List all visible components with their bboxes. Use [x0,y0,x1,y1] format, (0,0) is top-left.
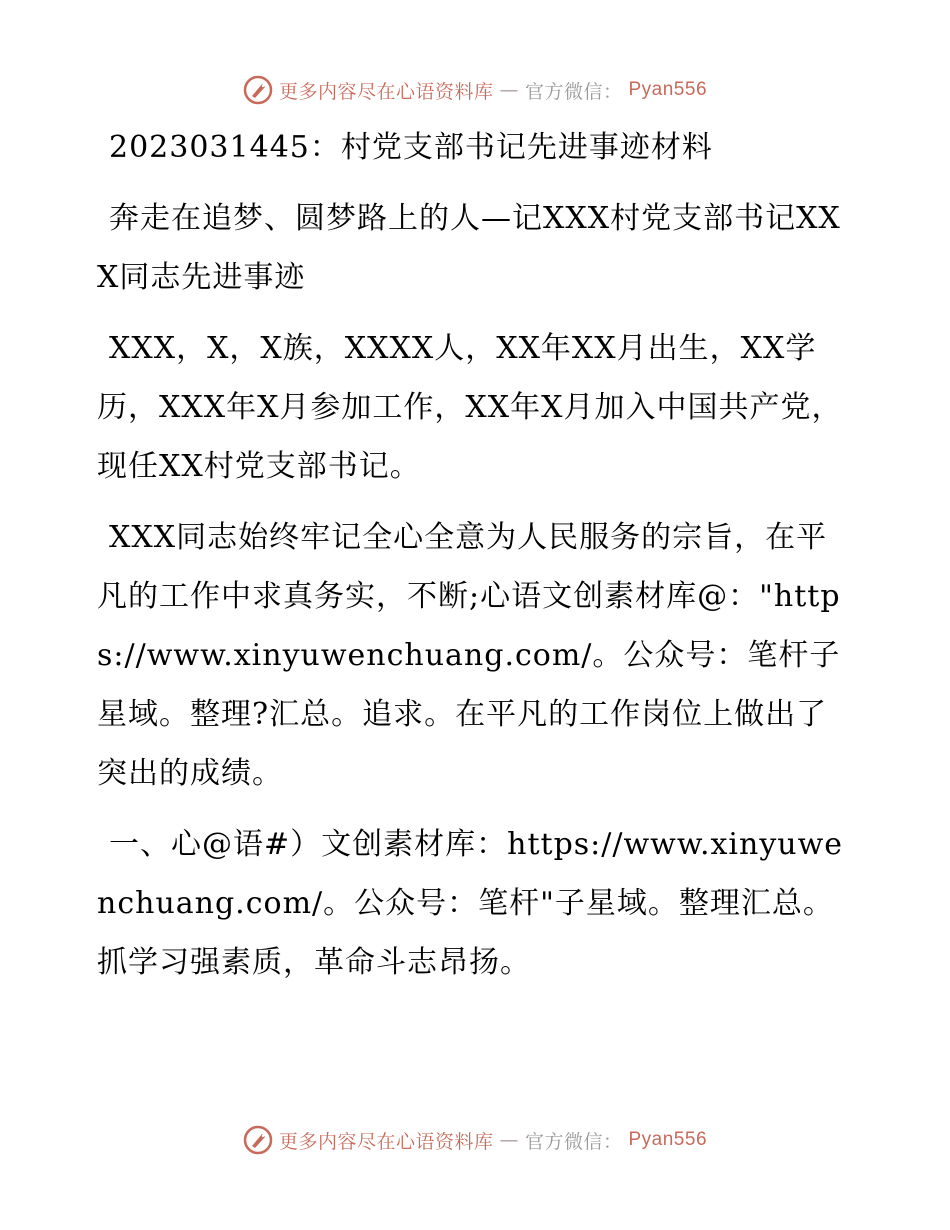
paragraph-section-one: 一、心@语#）文创素材库：https://www.xinyuwenchuang.com/。公众号：笔杆"子星域。整理汇总。抓学习强素质，革命斗志昂扬。 [97,827,844,980]
document-body [97,118,857,992]
paragraph-summary: XXX同志始终牢记全心全意为人民服务的宗旨，在平凡的工作中求真务实，不断;心语文创素材库@："https://www.xinyuwenchuang.com/。公众号：笔杆子星域。整理?汇总。追求。在平凡的工作岗位上做出了突出的成绩。 [97,520,841,791]
watermark-subtext: 官方微信： [524,1130,623,1153]
watermark-text: 更多内容尽在心语资料库 [278,1130,494,1153]
pen-nib-logo-icon [243,75,273,105]
header-watermark [0,70,950,110]
watermark-subtext: 官方微信： [524,80,623,103]
paragraph-bio: XXX，X，X族，XXXX人，XX年XX月出生，XX学历，XXX年X月参加工作，XX年X月加入中国共产党，现任XX村党支部书记。 [97,331,843,484]
paragraph-subtitle: 奔走在追梦、圆梦路上的人—记XXX村党支部书记XXX同志先进事迹 [97,201,841,295]
watermark-wechat-id: Pyan556 [628,79,708,100]
watermark-text: 更多内容尽在心语资料库 [278,80,494,103]
pen-nib-logo-icon [243,1125,273,1155]
watermark-dash: — [499,1129,519,1151]
watermark-wechat-id: Pyan556 [628,1129,708,1150]
document-title: 2023031445：村党支部书记先进事迹材料 [109,130,713,165]
watermark-dash: — [499,79,519,101]
footer-watermark [0,1120,950,1160]
